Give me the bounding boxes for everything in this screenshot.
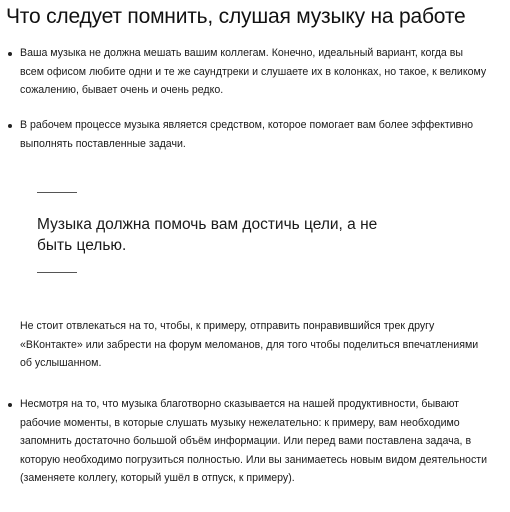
quote-divider-bottom [37,272,77,273]
bullet-icon [8,52,12,56]
list-item-text: Ваша музыка не должна мешать вашим коллегам. Конечно, идеальный вариант, когда вы всем офисом любите одни и те же саундтреки и слушаете их в колонках, но такое, к великому сожалению, бывает очень и очень редко. [20,47,487,96]
bullet-icon [8,124,12,128]
pull-quote: Музыка должна помочь вам достичь цели, а не быть целью. [37,216,378,254]
article-title: Что следует помнить, слушая музыку на работе [6,5,466,28]
bullet-icon [8,403,12,407]
list-item-text: В рабочем процессе музыка является средством, которое помогает вам более эффективно выполнять поставленные задачи. [20,119,474,150]
list-item-text: Несмотря на то, что музыка благотворно сказывается на нашей продуктивности, бывают рабочие моменты, в которые слушать музыку нежелательно: к примеру, вам необходимо запомнить достаточно большой объём информации. Или перед вами поставлена задача, в которую необходимо погрузиться полностью. Или вы занимаетесь новым видом деятельности (заменяете коллегу, который ушёл в отпуск, к примеру). [20,398,488,484]
body-paragraph: Не стоит отвлекаться на то, чтобы, к примеру, отправить понравившийся трек другу «ВКонтакте» или забрести на форум меломанов, для того чтобы поделиться впечатлениями об услышанном. [20,320,479,369]
quote-divider-top [37,192,77,193]
